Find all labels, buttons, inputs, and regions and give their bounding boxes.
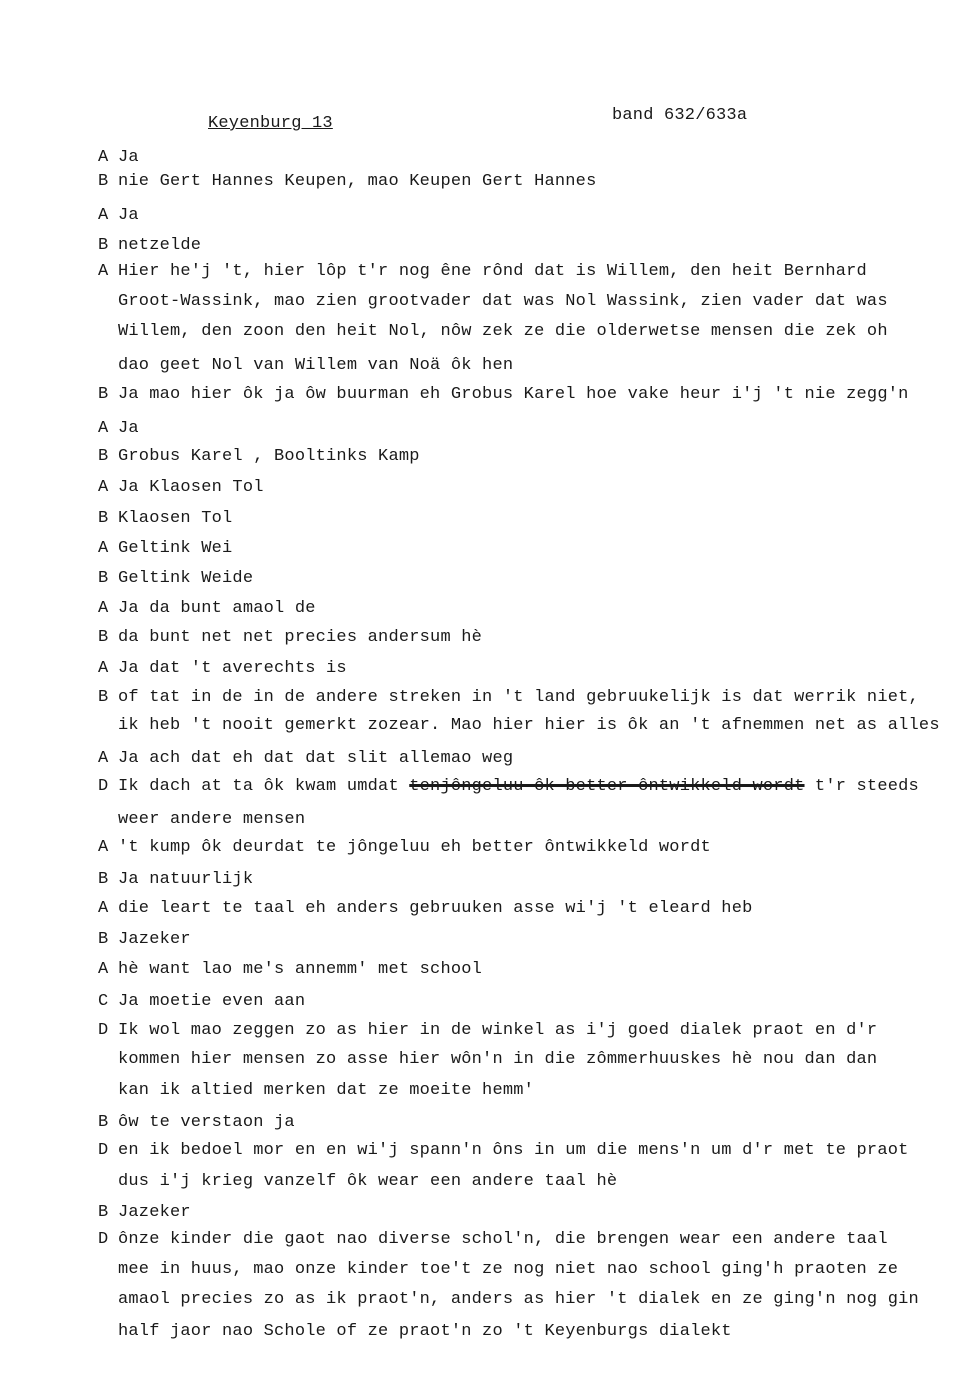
speaker-label: D (98, 1141, 109, 1160)
utterance-text: weer andere mensen (118, 810, 306, 829)
transcript-line (98, 206, 139, 225)
utterance-text: kommen hier mensen zo asse hier wôn'n in die zômmerhuuskes hè nou dan dan (118, 1050, 878, 1069)
transcript-line (98, 992, 305, 1011)
utterance-text: Ja Klaosen Tol (118, 478, 264, 497)
utterance-text: Willem, den zoon den heit Nol, nôw zek ze die olderwetse mensen die zek oh (118, 322, 888, 341)
transcript-line (98, 322, 888, 341)
transcript-line (98, 478, 264, 497)
utterance-text: dus i'j krieg vanzelf ôk wear een andere taal hè (118, 1172, 618, 1191)
speaker-label: A (98, 262, 109, 281)
speaker-label: A (98, 899, 109, 918)
speaker-label: B (98, 385, 109, 404)
speaker-label: A (98, 206, 109, 225)
struck-through-text: tenjôngeluu ôk better ôntwikkeld wordt (409, 777, 805, 796)
transcript-line (98, 1113, 295, 1132)
utterance-text: die leart te taal eh anders gebruuken asse wi'j 't eleard heb (118, 899, 753, 918)
transcript-line (98, 960, 482, 979)
speaker-label: B (98, 688, 109, 707)
speaker-label: D (98, 1230, 109, 1249)
utterance-text: da bunt net net precies andersum hè (118, 628, 483, 647)
speaker-label: B (98, 172, 109, 191)
speaker-label: B (98, 447, 109, 466)
transcript-line (98, 1081, 534, 1100)
utterance-text: ik heb 't nooit gemerkt zozear. Mao hier hier is ôk an 't afnemmen net as alles (118, 716, 940, 735)
transcript-line (98, 385, 909, 404)
transcript-line (98, 262, 867, 281)
utterance-text: Jazeker (118, 930, 191, 949)
utterance-text: Hier he'j 't, hier lôp t'r nog êne rônd dat is Willem, den heit Bernhard (118, 262, 867, 281)
transcript-line (98, 1021, 877, 1040)
utterance-text: ônze kinder die gaot nao diverse schol'n, die brengen wear een andere taal (118, 1230, 888, 1249)
transcript-line (98, 1230, 888, 1249)
utterance-text: ôw te verstaon ja (118, 1113, 295, 1132)
speaker-label: A (98, 539, 109, 558)
transcript-line (98, 292, 888, 311)
speaker-label: A (98, 148, 109, 167)
transcript-line (98, 688, 919, 707)
speaker-label: D (98, 1021, 109, 1040)
speaker-label: B (98, 870, 109, 889)
transcript-line (98, 1290, 919, 1309)
speaker-label: B (98, 628, 109, 647)
utterance-text: netzelde (118, 236, 202, 255)
utterance-text: Groot-Wassink, mao zien grootvader dat was Nol Wassink, zien vader dat was (118, 292, 888, 311)
utterance-text: amaol precies zo as ik praot'n, anders as hier 't dialek en ze ging'n nog gin (118, 1290, 919, 1309)
transcript-line (98, 539, 232, 558)
transcript-line (98, 659, 347, 678)
transcript-line (98, 930, 191, 949)
transcript-line (98, 810, 305, 829)
utterance-text: Ik dach at ta ôk kwam umdat (118, 777, 410, 796)
transcript-line (98, 716, 940, 735)
speaker-label: B (98, 236, 109, 255)
transcript-line (98, 1172, 617, 1191)
utterance-text: Geltink Wei (118, 539, 233, 558)
utterance-text: Klaosen Tol (118, 509, 233, 528)
utterance-text: Geltink Weide (118, 569, 254, 588)
utterance-text-after: t'r steeds (804, 777, 919, 796)
transcript-line (98, 447, 420, 466)
utterance-text: Ja (118, 148, 139, 167)
utterance-text: 't kump ôk deurdat te jôngeluu eh better ôntwikkeld wordt (118, 838, 711, 857)
utterance-text: Ja (118, 206, 139, 225)
utterance-text: nie Gert Hannes Keupen, mao Keupen Gert Hannes (118, 172, 597, 191)
transcript-line (98, 236, 201, 255)
speaker-label: A (98, 478, 109, 497)
speaker-label: A (98, 749, 109, 768)
speaker-label: A (98, 838, 109, 857)
transcript-line (98, 148, 139, 167)
transcript-line (98, 899, 753, 918)
transcript-line (98, 509, 232, 528)
utterance-text: Ja (118, 419, 139, 438)
speaker-label: B (98, 509, 109, 528)
utterance-text: Ja dat 't averechts is (118, 659, 347, 678)
utterance-text: Jazeker (118, 1203, 191, 1222)
transcript-line (98, 419, 139, 438)
utterance-text: Ja ach dat eh dat dat slit allemao weg (118, 749, 514, 768)
transcript-line (98, 838, 711, 857)
utterance-text: mee in huus, mao onze kinder toe't ze nog niet nao school ging'h praoten ze (118, 1260, 899, 1279)
speaker-label: D (98, 777, 109, 796)
speaker-label: B (98, 569, 109, 588)
utterance-text: Ik wol mao zeggen zo as hier in de winkel as i'j goed dialek praot en d'r (118, 1021, 878, 1040)
utterance-text: kan ik altied merken dat ze moeite hemm' (118, 1081, 535, 1100)
transcript-line (98, 870, 253, 889)
band-label: band 632/633a (612, 106, 748, 125)
transcript-line (98, 628, 482, 647)
transcript-line (98, 172, 596, 191)
utterance-text: of tat in de in de andere streken in 't land gebruukelijk is dat werrik niet, (118, 688, 919, 707)
transcript-line (98, 356, 513, 375)
utterance-text: Ja mao hier ôk ja ôw buurman eh Grobus Karel hoe vake heur i'j 't nie zegg'n (118, 385, 909, 404)
utterance-text: Ja moetie even aan (118, 992, 306, 1011)
transcript-line (98, 1260, 898, 1279)
utterance-text: Ja da bunt amaol de (118, 599, 316, 618)
utterance-text: half jaor nao Schole of ze praot'n zo 't Keyenburgs dialekt (118, 1322, 732, 1341)
document-title: Keyenburg 13 (208, 114, 333, 133)
transcript-line (98, 599, 316, 618)
speaker-label: B (98, 1203, 109, 1222)
transcript-line (98, 749, 513, 768)
utterance-text: Ja natuurlijk (118, 870, 254, 889)
transcript-line (98, 1050, 877, 1069)
speaker-label: A (98, 419, 109, 438)
utterance-text: en ik bedoel mor en en wi'j spann'n ôns in um die mens'n um d'r met te praot (118, 1141, 909, 1160)
transcript-line (98, 777, 919, 796)
speaker-label: A (98, 659, 109, 678)
speaker-label: B (98, 930, 109, 949)
speaker-label: C (98, 992, 109, 1011)
speaker-label: A (98, 599, 109, 618)
transcript-line (98, 1322, 732, 1341)
utterance-text: Grobus Karel , Booltinks Kamp (118, 447, 420, 466)
utterance-text: hè want lao me's annemm' met school (118, 960, 483, 979)
transcript-line (98, 569, 253, 588)
transcript-line (98, 1141, 909, 1160)
transcript-line (98, 1203, 191, 1222)
utterance-text: dao geet Nol van Willem van Noä ôk hen (118, 356, 514, 375)
speaker-label: A (98, 960, 109, 979)
speaker-label: B (98, 1113, 109, 1132)
